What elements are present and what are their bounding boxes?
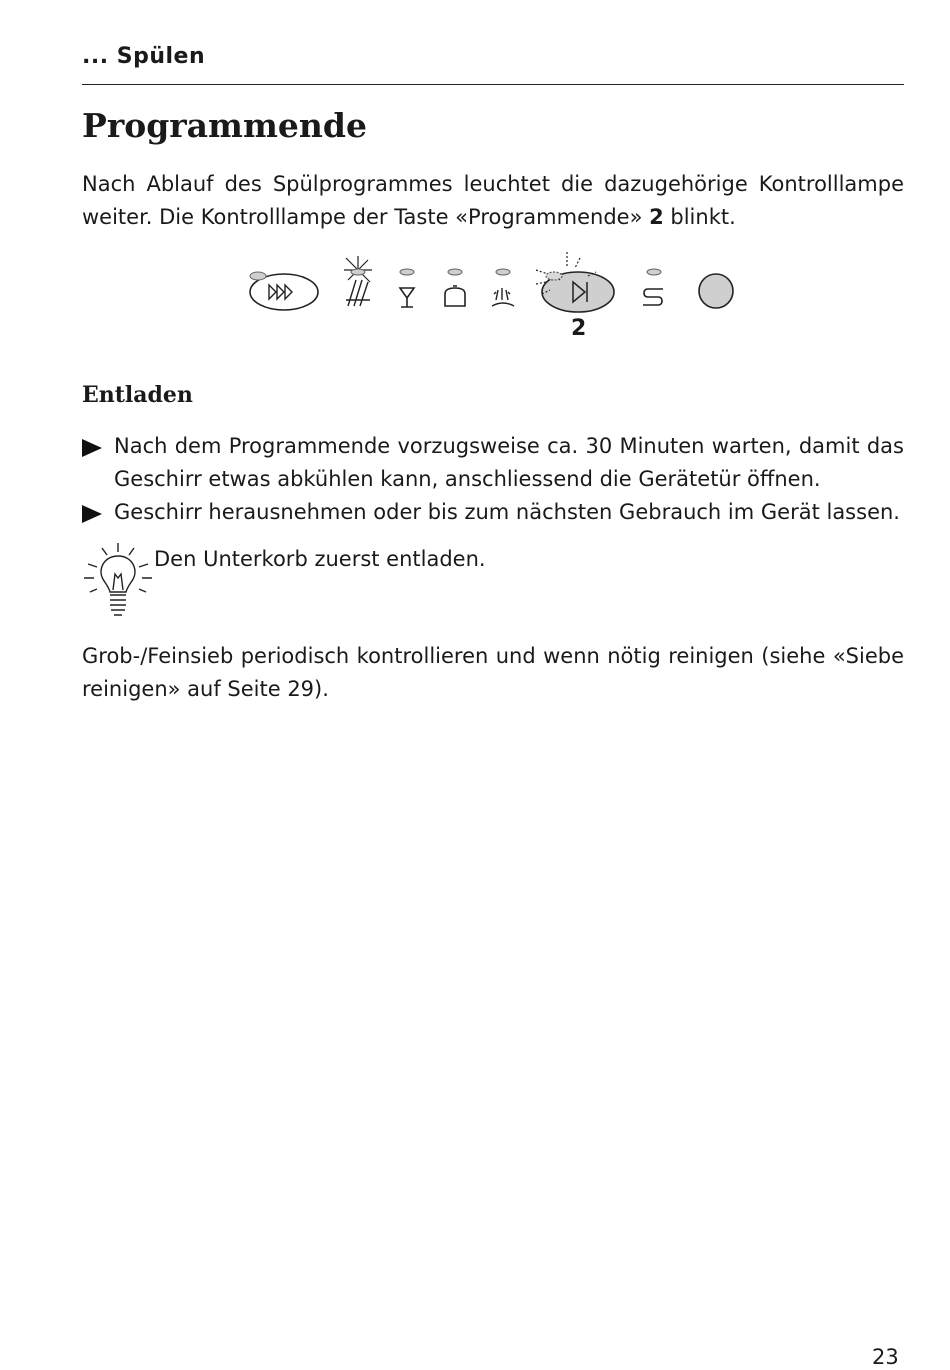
bullet-arrow-icon: [82, 439, 102, 457]
bullet-arrow-icon: [82, 505, 102, 523]
light-bulb-icon: [82, 540, 154, 620]
list-item: [82, 496, 904, 529]
list-item: [82, 430, 904, 496]
intro-text-before: Nach Ablauf des Spülprogrammes leuchtet die dazugehörige Kontrolllampe weiter. Die Kontrolllampe der Taste «Programmende»: [82, 172, 904, 229]
page-number: 23: [872, 1345, 899, 1369]
intro-paragraph: [82, 168, 904, 234]
program-end-button-number: 2: [571, 316, 587, 341]
header-rule: [82, 84, 904, 85]
rinse-icon: [643, 269, 663, 305]
step-text: Nach dem Programmende vorzugsweise ca. 30 Minuten warten, damit das Geschirr etwas abkühlen kann, anschliessend die Gerätetür öffnen.: [114, 434, 904, 491]
power-button-icon: [699, 274, 733, 308]
tip-text: Den Unterkorb zuerst entladen.: [154, 547, 486, 571]
glass-icon: [400, 269, 414, 307]
spray-icon: [492, 269, 514, 306]
unload-steps: [82, 430, 904, 529]
step-text: Geschirr herausnehmen oder bis zum nächsten Gebrauch im Gerät lassen.: [114, 500, 900, 524]
cutlery-icon: [344, 256, 372, 306]
program-end-button-icon: [536, 252, 614, 312]
start-button-icon: [250, 272, 318, 310]
pot-icon: [445, 269, 465, 306]
intro-bold-number: 2: [649, 205, 664, 229]
page-title: Programmende: [82, 106, 367, 145]
unload-heading: Entladen: [82, 382, 193, 408]
intro-text-after: blinkt.: [663, 205, 736, 229]
closing-paragraph: Grob-/Feinsieb periodisch kontrollieren und wenn nötig reinigen (siehe «Siebe reinigen» auf Seite 29).: [82, 644, 904, 701]
section-header: ... Spülen: [82, 44, 206, 69]
control-panel-diagram: [240, 244, 750, 324]
